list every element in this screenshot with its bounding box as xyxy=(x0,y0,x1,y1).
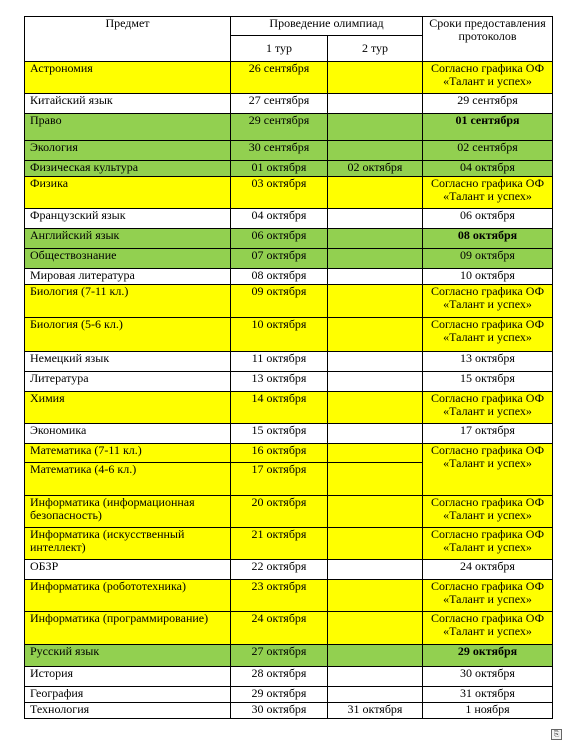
table-row xyxy=(25,318,553,352)
round-2-date-cell: 31 октября xyxy=(328,703,423,719)
subject-cell: Экономика xyxy=(25,424,231,444)
subject-cell: Литература xyxy=(25,372,231,392)
round-1-date-cell: 08 октября xyxy=(231,269,328,285)
subject-cell: Физика xyxy=(25,177,231,209)
round-2-date-cell xyxy=(328,496,423,528)
subject-cell: Биология (7-11 кл.) xyxy=(25,285,231,318)
round-1-date-cell: 01 октября xyxy=(231,161,328,177)
round-1-date-cell: 04 октября xyxy=(231,209,328,229)
deadline-cell: 31 октября xyxy=(423,687,553,703)
subject-cell: Французский язык xyxy=(25,209,231,229)
deadline-cell: 17 октября xyxy=(423,424,553,444)
round-2-date-cell xyxy=(328,209,423,229)
deadline-cell: Согласно графика ОФ «Талант и успех» xyxy=(423,580,553,612)
round-1-date-cell: 23 октября xyxy=(231,580,328,612)
round-2-date-cell xyxy=(328,177,423,209)
subject-cell: Русский язык xyxy=(25,645,231,667)
deadline-cell: Согласно графика ОФ «Талант и успех» xyxy=(423,318,553,352)
round-1-date-cell: 30 сентября xyxy=(231,141,328,161)
subject-cell: ОБЗР xyxy=(25,560,231,580)
header-round-2: 2 тур xyxy=(328,36,423,62)
table-row xyxy=(25,161,553,177)
round-2-date-cell xyxy=(328,352,423,372)
round-1-date-cell: 10 октября xyxy=(231,318,328,352)
table-row xyxy=(25,269,553,285)
round-1-date-cell: 09 октября xyxy=(231,285,328,318)
table-row xyxy=(25,94,553,114)
round-2-date-cell xyxy=(328,62,423,94)
round-2-date-cell xyxy=(328,424,423,444)
paste-options-icon[interactable]: ⎘ xyxy=(551,729,562,740)
subject-cell: Экология xyxy=(25,141,231,161)
round-2-date-cell xyxy=(328,528,423,560)
round-1-date-cell: 27 октября xyxy=(231,645,328,667)
table-row xyxy=(25,645,553,667)
round-1-date-cell: 14 октября xyxy=(231,392,328,424)
round-1-date-cell: 22 октября xyxy=(231,560,328,580)
deadline-cell: 24 октября xyxy=(423,560,553,580)
table-row xyxy=(25,667,553,687)
deadline-cell: Согласно графика ОФ «Талант и успех» xyxy=(423,528,553,560)
round-1-date-cell: 24 октября xyxy=(231,612,328,645)
deadline-cell: Согласно графика ОФ «Талант и успех» xyxy=(423,285,553,318)
round-2-date-cell xyxy=(328,318,423,352)
round-2-date-cell xyxy=(328,580,423,612)
round-2-date-cell xyxy=(328,612,423,645)
table-row xyxy=(25,372,553,392)
subject-cell: Информатика (искусственный интеллект) xyxy=(25,528,231,560)
table-row xyxy=(25,62,553,94)
subject-cell: Информатика (программирование) xyxy=(25,612,231,645)
round-2-date-cell xyxy=(328,392,423,424)
table-row xyxy=(25,392,553,424)
round-2-date-cell: 02 октября xyxy=(328,161,423,177)
round-1-date-cell: 26 сентября xyxy=(231,62,328,94)
deadline-cell: 09 октября xyxy=(423,249,553,269)
table-row xyxy=(25,528,553,560)
round-1-date-cell: 11 октября xyxy=(231,352,328,372)
table-row xyxy=(25,612,553,645)
deadline-cell: 29 октября xyxy=(423,645,553,667)
round-1-date-cell: 07 октября xyxy=(231,249,328,269)
deadline-cell: Согласно графика ОФ «Талант и успех» xyxy=(423,62,553,94)
table-row xyxy=(25,580,553,612)
table-row xyxy=(25,496,553,528)
deadline-cell: Согласно графика ОФ «Талант и успех» xyxy=(423,444,553,496)
round-2-date-cell xyxy=(328,560,423,580)
round-1-date-cell: 29 сентября xyxy=(231,114,328,141)
table-body xyxy=(25,62,553,719)
round-2-date-cell xyxy=(328,372,423,392)
round-1-date-cell: 03 октября xyxy=(231,177,328,209)
round-2-date-cell xyxy=(328,269,423,285)
subject-cell: Информатика (информационная безопасность) xyxy=(25,496,231,528)
deadline-cell: 06 октября xyxy=(423,209,553,229)
round-2-date-cell xyxy=(328,114,423,141)
table-row xyxy=(25,141,553,161)
round-2-date-cell xyxy=(328,141,423,161)
round-1-date-cell: 17 октября xyxy=(231,463,328,496)
olympiad-schedule-table xyxy=(24,16,553,719)
deadline-cell: Согласно графика ОФ «Талант и успех» xyxy=(423,496,553,528)
subject-cell: Биология (5-6 кл.) xyxy=(25,318,231,352)
subject-cell: Китайский язык xyxy=(25,94,231,114)
header-subject: Предмет xyxy=(25,17,231,62)
table-row xyxy=(25,424,553,444)
round-2-date-cell xyxy=(328,249,423,269)
round-2-date-cell xyxy=(328,444,423,463)
table-row xyxy=(25,177,553,209)
table-row xyxy=(25,249,553,269)
deadline-cell: 04 октября xyxy=(423,161,553,177)
subject-cell: Технология xyxy=(25,703,231,719)
header-round-1: 1 тур xyxy=(231,36,328,62)
round-1-date-cell: 15 октября xyxy=(231,424,328,444)
round-1-date-cell: 29 октября xyxy=(231,687,328,703)
table-row xyxy=(25,703,553,719)
subject-cell: Право xyxy=(25,114,231,141)
round-1-date-cell: 21 октября xyxy=(231,528,328,560)
round-2-date-cell xyxy=(328,229,423,249)
deadline-cell: 02 сентября xyxy=(423,141,553,161)
subject-cell: Химия xyxy=(25,392,231,424)
subject-cell: Информатика (робототехника) xyxy=(25,580,231,612)
deadline-cell: 10 октября xyxy=(423,269,553,285)
deadline-cell: 13 октября xyxy=(423,352,553,372)
subject-cell: География xyxy=(25,687,231,703)
table-row xyxy=(25,209,553,229)
subject-cell: Астрономия xyxy=(25,62,231,94)
deadline-cell: 30 октября xyxy=(423,667,553,687)
round-2-date-cell xyxy=(328,645,423,667)
deadline-cell: 08 октября xyxy=(423,229,553,249)
deadline-cell: 01 сентября xyxy=(423,114,553,141)
deadline-cell: 15 октября xyxy=(423,372,553,392)
table-row xyxy=(25,352,553,372)
round-1-date-cell: 06 октября xyxy=(231,229,328,249)
subject-cell: Обществознание xyxy=(25,249,231,269)
subject-cell: История xyxy=(25,667,231,687)
round-2-date-cell xyxy=(328,667,423,687)
deadline-cell: 1 ноября xyxy=(423,703,553,719)
round-2-date-cell xyxy=(328,687,423,703)
deadline-cell: Согласно графика ОФ «Талант и успех» xyxy=(423,177,553,209)
subject-cell: Немецкий язык xyxy=(25,352,231,372)
round-1-date-cell: 30 октября xyxy=(231,703,328,719)
table-row xyxy=(25,114,553,141)
table-row xyxy=(25,229,553,249)
header-deadline: Сроки предоставления протоколов xyxy=(423,17,553,62)
round-2-date-cell xyxy=(328,285,423,318)
round-1-date-cell: 20 октября xyxy=(231,496,328,528)
round-1-date-cell: 28 октября xyxy=(231,667,328,687)
deadline-cell: Согласно графика ОФ «Талант и успех» xyxy=(423,612,553,645)
subject-cell: Математика (4-6 кл.) xyxy=(25,463,231,496)
subject-cell: Физическая культура xyxy=(25,161,231,177)
table-row xyxy=(25,444,553,463)
subject-cell: Мировая литература xyxy=(25,269,231,285)
subject-cell: Английский язык xyxy=(25,229,231,249)
round-1-date-cell: 16 октября xyxy=(231,444,328,463)
table-row xyxy=(25,687,553,703)
deadline-cell: 29 сентября xyxy=(423,94,553,114)
round-2-date-cell xyxy=(328,463,423,496)
table-row xyxy=(25,285,553,318)
round-1-date-cell: 13 октября xyxy=(231,372,328,392)
header-olympiad: Проведение олимпиад xyxy=(231,17,423,36)
round-2-date-cell xyxy=(328,94,423,114)
round-1-date-cell: 27 сентября xyxy=(231,94,328,114)
subject-cell: Математика (7-11 кл.) xyxy=(25,444,231,463)
deadline-cell: Согласно графика ОФ «Талант и успех» xyxy=(423,392,553,424)
table-row xyxy=(25,560,553,580)
